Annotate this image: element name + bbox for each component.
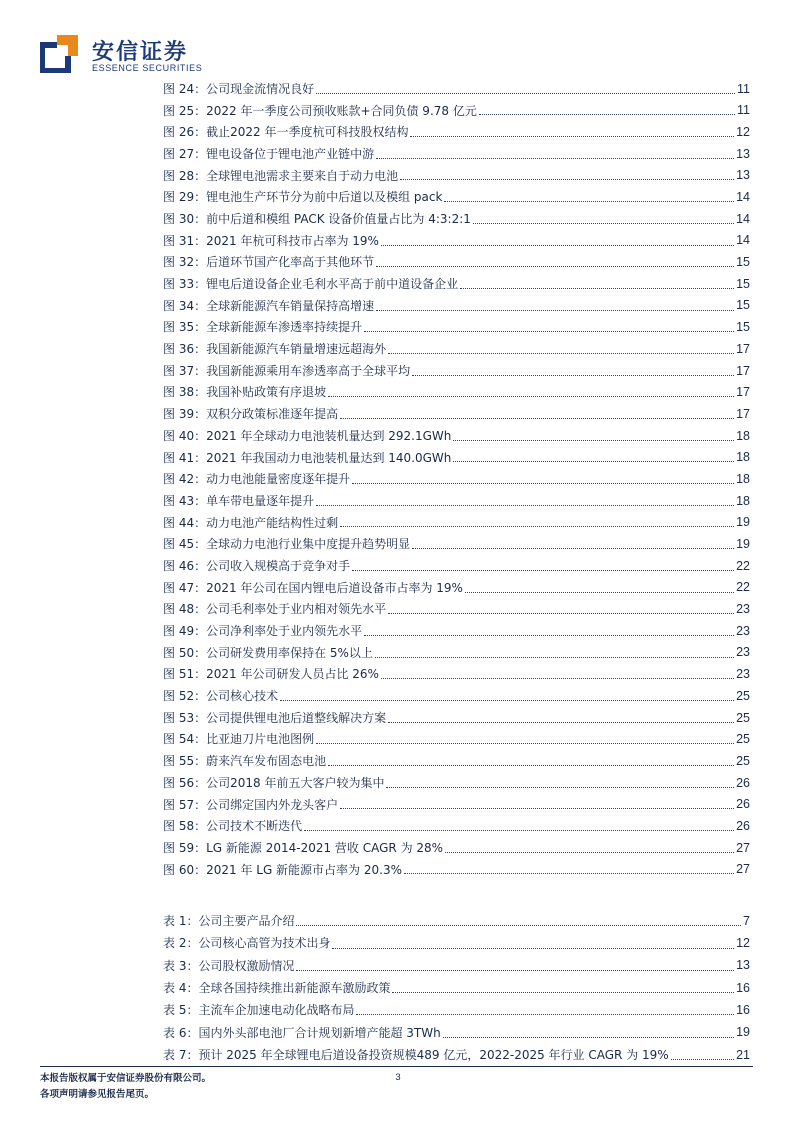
figure-entry[interactable] [163,295,750,317]
dot-leader [444,201,734,202]
entry-title[interactable]: 图 44：动力电池产能结构性过剩 [163,515,339,530]
entry-title[interactable]: 图 28：全球锂电池需求主要来自于动力电池 [163,168,399,183]
entry-title[interactable]: 图 33：锂电后道设备企业毛利水平高于前中道设备企业 [163,277,459,292]
figure-entry[interactable] [163,317,750,339]
copyright-note: 本报告版权属于安信证券股份有限公司。 [40,1073,212,1084]
entry-title[interactable]: 表 6：国内外头部电池厂合计规划新增产能超 3TWh [163,1025,441,1040]
dot-leader [376,158,734,159]
logo-english-name: ESSENCE SECURITIES [92,63,203,73]
dot-leader [410,136,734,137]
entry-page-number[interactable]: 25 [736,688,750,703]
dot-leader [412,375,734,376]
dot-leader [388,613,734,614]
dot-leader [280,700,734,701]
dot-leader [364,635,734,636]
entry-page-number[interactable]: 12 [736,936,750,951]
figure-entry[interactable] [163,815,750,837]
figure-entry[interactable] [163,642,750,664]
entry-title[interactable]: 图 38：我国补贴政策有序退坡 [163,385,327,400]
entry-page-number[interactable]: 13 [736,168,750,183]
entry-title[interactable]: 图 26：截止2022 年一季度杭可科技股权结构 [163,125,409,140]
figure-entry[interactable] [163,750,750,772]
table-entry[interactable] [163,1044,750,1066]
figure-index [163,78,750,880]
dot-leader [386,787,734,788]
entry-page-number[interactable]: 14 [736,190,750,205]
entry-page-number[interactable]: 25 [736,710,750,725]
dot-leader [332,948,734,949]
entry-title[interactable]: 图 60：2021 年 LG 新能源市占率为 20.3% [163,862,402,877]
entry-page-number[interactable]: 12 [736,124,750,139]
figure-entry[interactable] [163,403,750,425]
entry-title[interactable]: 图 50：公司研发费用率保持在 5%以上 [163,645,373,660]
dot-leader [460,288,734,289]
entry-title[interactable]: 图 43：单车带电量逐年提升 [163,493,315,508]
entry-title[interactable]: 图 46：公司收入规模高于竞争对手 [163,558,351,573]
dot-leader [376,266,734,267]
entry-page-number[interactable]: 11 [737,103,750,118]
dot-leader [328,765,734,766]
dot-leader [479,114,735,115]
entry-title[interactable]: 图 39：双积分政策标准逐年提高 [163,407,339,422]
entry-title[interactable]: 表 3：公司股权激励情况 [163,958,295,973]
entry-title[interactable]: 图 57：公司绑定国内外龙头客户 [163,797,339,812]
entry-page-number[interactable]: 27 [736,840,750,855]
dot-leader [340,418,734,419]
entry-page-number[interactable]: 17 [736,406,750,421]
entry-title[interactable]: 图 42：动力电池能量密度逐年提升 [163,472,351,487]
figure-entry[interactable] [163,555,750,577]
entry-page-number[interactable]: 18 [736,471,750,486]
figure-entry[interactable] [163,208,750,230]
figure-entry[interactable] [163,620,750,642]
figure-entry[interactable] [163,425,750,447]
table-entry[interactable] [163,977,750,999]
entry-title[interactable]: 图 49：公司净利率处于业内领先水平 [163,624,363,639]
table-index [163,910,750,1066]
entry-page-number[interactable]: 22 [736,580,750,595]
entry-page-number[interactable]: 23 [736,667,750,682]
figure-entry[interactable] [163,599,750,621]
figure-entry[interactable] [163,707,750,729]
figure-entry[interactable] [163,512,750,534]
entry-page-number[interactable]: 26 [736,818,750,833]
entry-title[interactable]: 图 40：2021 年全球动力电池装机量达到 292.1GWh [163,428,452,443]
entry-page-number[interactable]: 18 [736,428,750,443]
entry-page-number[interactable]: 15 [736,320,750,335]
dot-leader [304,830,734,831]
entry-title[interactable]: 图 55：蔚来汽车发布固态电池 [163,754,327,769]
dot-leader [465,592,734,593]
entry-title[interactable]: 图 30：前中后道和模组 PACK 设备价值量占比为 4:3:2:1 [163,211,471,226]
page-number: 3 [395,1072,401,1083]
entry-page-number[interactable]: 11 [737,81,750,96]
entry-title[interactable]: 表 7：预计 2025 年全球锂电后道设备投资规模489 亿元，2022-2025 年行业 CAGR 为 19% [163,1047,669,1062]
entry-title[interactable]: 图 29：锂电池生产环节分为前中后道以及模组 pack [163,190,443,205]
figure-entry[interactable] [163,165,750,187]
company-logo [40,33,230,79]
table-entry[interactable] [163,999,750,1021]
entry-title[interactable]: 图 51：2021 年公司研发人员占比 26% [163,667,379,682]
dot-leader [388,353,734,354]
figure-entry[interactable] [163,490,750,512]
entry-page-number[interactable]: 19 [736,1025,750,1040]
figure-entry[interactable] [163,338,750,360]
entry-page-number[interactable]: 13 [736,146,750,161]
figure-entry[interactable] [163,447,750,469]
entry-title[interactable]: 图 34：全球新能源汽车销量保持高增速 [163,298,375,313]
footer-divider [40,1066,753,1067]
dot-leader [388,722,734,723]
figure-entry[interactable] [163,577,750,599]
entry-page-number[interactable]: 14 [736,211,750,226]
dot-leader [400,179,734,180]
figure-entry[interactable] [163,837,750,859]
figure-entry[interactable] [163,252,750,274]
entry-title[interactable]: 图 36：我国新能源汽车销量增速远超海外 [163,342,387,357]
entry-title[interactable]: 图 53：公司提供锂电池后道整线解决方案 [163,710,387,725]
entry-title[interactable]: 表 4：全球各国持续推出新能源车激励政策 [163,981,391,996]
dot-leader [364,331,734,332]
dot-leader [381,678,734,679]
figure-entry[interactable] [163,143,750,165]
dot-leader [376,310,734,311]
figure-entry[interactable] [163,230,750,252]
entry-title[interactable]: 图 45：全球动力电池行业集中度提升趋势明显 [163,537,411,552]
entry-title[interactable]: 图 47：2021 年公司在国内锂电后道设备市占率为 19% [163,580,463,595]
dot-leader [453,461,734,462]
entry-page-number[interactable]: 22 [736,558,750,573]
figure-entry[interactable] [163,186,750,208]
dot-leader [356,1014,734,1015]
figure-entry[interactable] [163,794,750,816]
entry-page-number[interactable]: 23 [736,623,750,638]
dot-leader [296,970,734,971]
entry-page-number[interactable]: 16 [736,980,750,995]
entry-page-number[interactable]: 17 [736,363,750,378]
dot-leader [316,505,734,506]
entry-page-number[interactable]: 25 [736,732,750,747]
dot-leader [340,526,734,527]
entry-page-number[interactable]: 15 [736,298,750,313]
entry-page-number[interactable]: 27 [736,862,750,877]
entry-page-number[interactable]: 7 [743,913,750,928]
entry-page-number[interactable]: 13 [736,958,750,973]
entry-page-number[interactable]: 26 [736,797,750,812]
dot-leader [443,1037,734,1038]
entry-title[interactable]: 图 35：全球新能源车渗透率持续提升 [163,320,363,335]
entry-page-number[interactable]: 18 [736,450,750,465]
dot-leader [296,925,741,926]
dot-leader [316,93,735,94]
table-entry[interactable] [163,1021,750,1043]
entry-title[interactable]: 表 1：公司主要产品介绍 [163,914,295,929]
dot-leader [340,808,734,809]
dot-leader [445,852,734,853]
figure-entry[interactable] [163,468,750,490]
entry-page-number[interactable]: 15 [736,255,750,270]
dot-leader [404,873,734,874]
entry-page-number[interactable]: 16 [736,1003,750,1018]
table-entry[interactable] [163,910,750,932]
figure-entry[interactable] [163,100,750,122]
entry-page-number[interactable]: 17 [736,341,750,356]
dot-leader [381,245,734,246]
figure-entry[interactable] [163,664,750,686]
table-entry[interactable] [163,932,750,954]
entry-page-number[interactable]: 25 [736,753,750,768]
dot-leader [352,483,734,484]
entry-title[interactable]: 图 41：2021 年我国动力电池装机量达到 140.0GWh [163,450,452,465]
entry-title[interactable]: 图 27：锂电设备位于锂电池产业链中游 [163,146,375,161]
dot-leader [375,657,734,658]
entry-title[interactable]: 图 48：公司毛利率处于业内相对领先水平 [163,602,387,617]
entry-title[interactable]: 表 2：公司核心高管为技术出身 [163,936,331,951]
entry-title[interactable]: 图 24：公司现金流情况良好 [163,81,315,96]
entry-title[interactable]: 图 31：2021 年杭可科技市占率为 19% [163,233,379,248]
figure-entry[interactable] [163,685,750,707]
figure-entry[interactable] [163,533,750,555]
disclaimer-note: 各项声明请参见报告尾页。 [40,1089,155,1100]
essence-logo-icon [40,33,80,73]
entry-title[interactable]: 图 56：公司2018 年前五大客户较为集中 [163,775,385,790]
entry-title[interactable]: 图 37：我国新能源乘用车渗透率高于全球平均 [163,363,411,378]
entry-title[interactable]: 图 59：LG 新能源 2014-2021 营收 CAGR 为 28% [163,840,444,855]
entry-page-number[interactable]: 17 [736,385,750,400]
entry-title[interactable]: 图 32：后道环节国产化率高于其他环节 [163,255,375,270]
entry-page-number[interactable]: 21 [736,1047,750,1062]
dot-leader [328,396,734,397]
entry-title[interactable]: 图 54：比亚迪刀片电池图例 [163,732,315,747]
entry-page-number[interactable]: 26 [736,775,750,790]
dot-leader [671,1059,734,1060]
entry-title[interactable]: 图 58：公司技术不断迭代 [163,819,303,834]
entry-page-number[interactable]: 19 [736,537,750,552]
table-entry[interactable] [163,955,750,977]
entry-page-number[interactable]: 19 [736,515,750,530]
figure-entry[interactable] [163,382,750,404]
dot-leader [352,570,734,571]
entry-page-number[interactable]: 14 [736,233,750,248]
entry-page-number[interactable]: 18 [736,493,750,508]
figure-entry[interactable] [163,772,750,794]
logo-chinese-name: 安信证券 [92,40,189,65]
figure-entry[interactable] [163,121,750,143]
entry-page-number[interactable]: 23 [736,602,750,617]
dot-leader [473,223,734,224]
figure-entry[interactable] [163,360,750,382]
dot-leader [453,440,734,441]
entry-title[interactable]: 图 52：公司核心技术 [163,689,279,704]
entry-page-number[interactable]: 23 [736,645,750,660]
dot-leader [392,992,734,993]
entry-title[interactable]: 图 25：2022 年一季度公司预收账款+合同负债 9.78 亿元 [163,103,477,118]
entry-page-number[interactable]: 15 [736,276,750,291]
figure-entry[interactable] [163,78,750,100]
figure-entry[interactable] [163,859,750,881]
dot-leader [316,743,734,744]
dot-leader [412,548,734,549]
figure-entry[interactable] [163,273,750,295]
figure-entry[interactable] [163,729,750,751]
entry-title[interactable]: 表 5：主流车企加速电动化战略布局 [163,1003,355,1018]
